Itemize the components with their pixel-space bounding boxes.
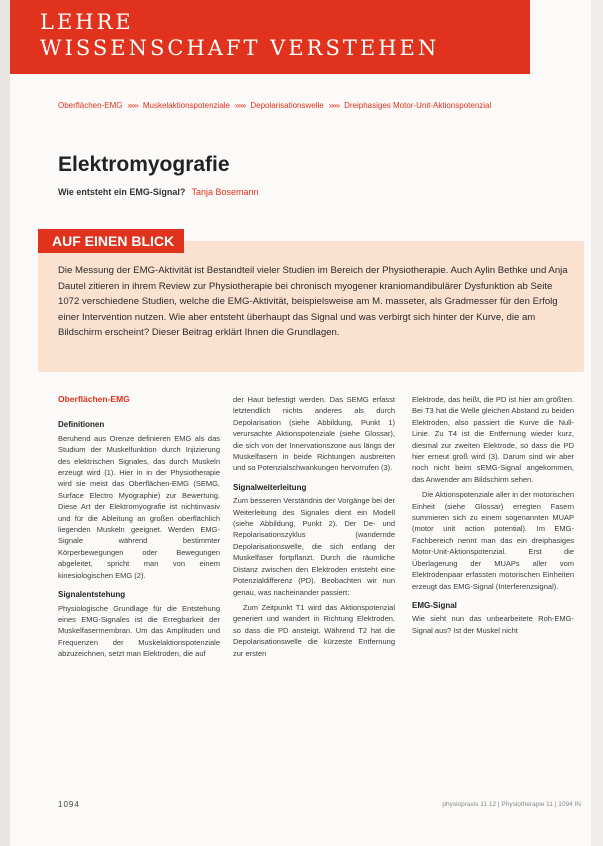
breadcrumb-separator: »»» [235, 101, 246, 110]
subheading: Definitionen [58, 420, 105, 430]
paragraph: Zum besseren Verständnis der Vorgänge bei der Weiterleitung des Signales dient ein Modell (siehe Abbildung, Punkt 2). Der De- und Repolarisationszyklus (wandernde Depolarisationswelle, die sich entlang der Muskelfaser fortpflanzt. Durch die räumliche Distanz zwischen den Elektroden entsteht eine Potenzialdifferenz (PD). Beobachten wir nun genau, was nacheinander passiert: [233, 496, 395, 597]
page-edge [591, 0, 603, 846]
header-line-2: WISSENSCHAFT VERSTEHEN [40, 36, 440, 60]
column-1 [58, 394, 220, 664]
header-line-1: LEHRE [40, 10, 134, 34]
breadcrumb [58, 101, 588, 110]
paragraph: Die Aktionspotenziale aller in der motorischen Einheit (siehe Glossar) erregten Fasern summieren sich zu einem sogenannten MUAP (motor unit action potential). Im EMG-Fachbereich nennt man das ein dreiphasiges Motor-Unit-Aktionspotenzial. Erst die Überlagerung der MUAPs aller vom Elektrodenpaar erfassten motorischen Einheiten erzeugt das EMG-Signal (Interferenzsignal). [412, 490, 574, 591]
author-name: Tanja Bosemann [191, 187, 259, 197]
journal-footer: physiopraxis 11 12 | Physiotherapie 11 | 1094 IN [442, 801, 581, 808]
breadcrumb-item: Dreiphasiges Motor-Unit-Aktionspotenzial [344, 101, 492, 110]
breadcrumb-separator: »»» [328, 101, 340, 110]
column-3 [412, 394, 574, 640]
paragraph: Physiologische Grundlage für die Entstehung eines EMG-Signales ist die Erregbarkeit der Muskelfasermembran. Um das Amplituden und Frequenzen der Muskelaktionspotenziale abzuzeichnen, setzt man Elektroden, die auf [58, 603, 220, 659]
breadcrumb-item: Muskelaktionspotenziale [142, 101, 230, 110]
breadcrumb-separator: »»» [127, 101, 138, 110]
subtitle-text: Wie entsteht ein EMG-Signal? [58, 187, 186, 197]
scan-edge [0, 0, 10, 846]
article-title: Elektromyografie [58, 153, 230, 176]
paragraph: Elektrode, das heißt, die PD ist hier am größten. Bei T3 hat die Welle gleichen Abstand zu beiden Elektroden, also passiert die Kurve die Null-Linie. Zu T4 ist die Entfernung wieder kurz, diesmal zur zweiten Elektrode, so dass die PD hier erneut groß wird (3). Darum sind wir aber noch nicht beim sEMG-Signal angekommen, das Anwender am Bildschirm sehen. [412, 395, 574, 484]
summary-text [58, 263, 574, 341]
column-2 [233, 394, 395, 663]
subheading: EMG-Signal [412, 600, 457, 610]
subheading: Signalweiterleitung [233, 482, 307, 492]
page-number: 1094 [58, 800, 80, 809]
paragraph: Wie sieht nun das unbearbeitete Roh-EMG-Signal aus? Ist der Muskel nicht [412, 614, 574, 635]
header-banner [10, 0, 530, 74]
paragraph: Beruhend aus Orenze definieren EMG als das Studium der Muskelfunktion durch Injizierung des elektrischen Signales, das durch Muskeln erzeugt wird (1). Hier in in der Physiotherapie wird sie meist das Oberflächen-EMG (SEMG, Surface Electro Myographie) zur Bewertung. Diese Art der Elektromyografie ist nichtinvasiv und für die Ableitung an großen oberflächlich liegenden Muskeln geeignet. Werden EMG-Signale während bestimmter Körperbewegungen oder Bewegungen abgeleitet, spricht man von einem kinesiologischen EMG (2). [58, 433, 220, 580]
breadcrumb-item: Oberflächen-EMG [58, 101, 123, 110]
summary-paragraph: Die Messung der EMG-Aktivität ist Bestandteil vieler Studien im Bereich der Physiotherapie. Auch Aylin Bethke und Anja Dautel zitieren in ihrem Review zur Physiotherapie bei chronisch myogener kraniomandibulärer Dysfunktion ab Seite 1072 verschiedene Studien, welche die EMG-Aktivität, beispielsweise am M. masseter, als Gradmesser für den Erfolg einer Intervention nutzen. Wie aber entsteht überhaupt das Signal und was verbirgt sich hinter der Kurve, die am Bildschirm erscheint? Dieser Beitrag erklärt Ihnen die Grundlagen. [58, 265, 568, 338]
summary-box-tab: AUF EINEN BLICK [38, 229, 184, 253]
paragraph: Zum Zeitpunkt T1 wird das Aktionspotenzial generiert und wandert in Richtung Elektroden, so dass die PD ansteigt. Während T2 hat die Depolarisationswelle die kürzeste Entfernung zur ersten [233, 602, 395, 658]
article-subtitle [58, 187, 258, 197]
section-heading: Oberflächen-EMG [58, 394, 130, 404]
subheading: Signalentstehung [58, 590, 126, 600]
paragraph: der Haut befestigt werden. Das SEMG erfasst letztendlich nichts anderes als durch Depolarisation (siehe Abbildung, Punkt 1) verursachte Aktionspotenziale (siehe Glossar), die sich von der Innervationszone aus längs der Muskelfasern in beide Richtungen ausbreiten und so Potenzialschwankungen hervorrufen (3). [233, 395, 395, 473]
breadcrumb-item: Depolarisationswelle [250, 101, 324, 110]
